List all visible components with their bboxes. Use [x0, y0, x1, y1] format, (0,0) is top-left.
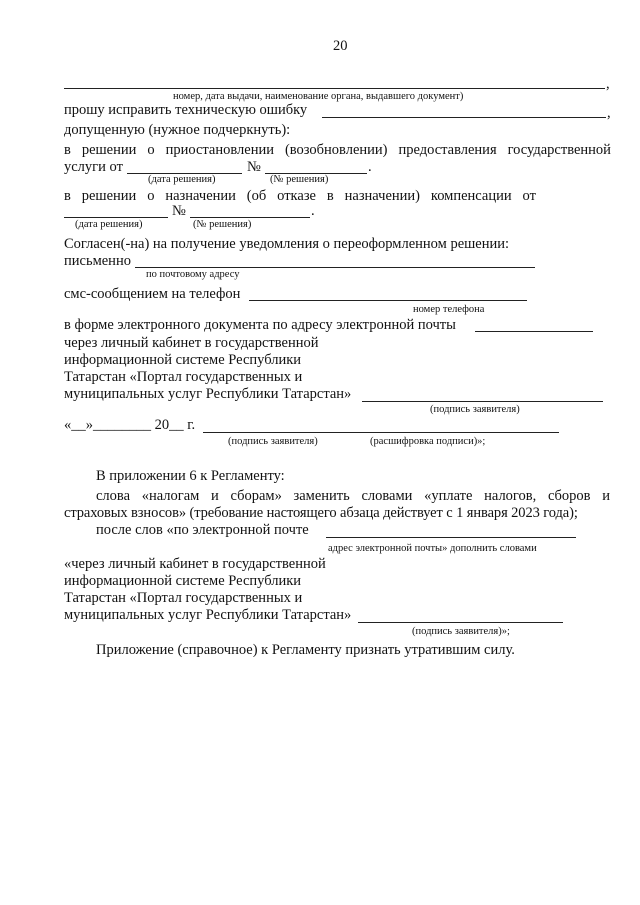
blank-line-email-2: [326, 537, 576, 538]
period-1: .: [368, 159, 372, 175]
caption-postal: по почтовому адресу: [146, 269, 240, 280]
blank-line-date-2: [64, 217, 168, 218]
page-number: 20: [333, 38, 348, 54]
date-quote-text: «__»________ 20__ г.: [64, 417, 196, 433]
number-sign-2: №: [172, 203, 186, 219]
cabinet-line-3: Татарстан «Портал государственных и: [64, 369, 303, 385]
number-sign-1: №: [247, 159, 261, 175]
caption-signature-1: (подпись заявителя): [430, 404, 520, 415]
quote-line-1: «через личный кабинет в государственной: [64, 556, 326, 572]
blank-line-error: [322, 117, 606, 118]
top-line-comma: ,: [606, 76, 610, 92]
blank-line-signature-2: [203, 432, 559, 433]
caption-email: адрес электронной почты» дополнить словами: [328, 543, 537, 554]
caption-decode: (расшифровка подписи)»;: [370, 436, 486, 447]
caption-date-2: (дата решения): [75, 219, 143, 230]
consent-text: Согласен(-на) на получение уведомления о переоформленном решении:: [64, 236, 510, 252]
sms-text: смс-сообщением на телефон: [64, 286, 241, 302]
caption-number-1: (№ решения): [270, 174, 329, 185]
period-2: .: [311, 203, 315, 219]
after-words-text: после слов «по электронной почте: [96, 522, 309, 538]
words-line-1: слова «налогам и сборам» заменить словами «уплате налогов, сборов и: [96, 488, 610, 504]
caption-document-info: номер, дата выдачи, наименование органа, выдавшего документ): [173, 91, 464, 102]
written-text: письменно: [64, 253, 131, 269]
error-line-comma: ,: [607, 105, 611, 121]
blank-line-number-2: [190, 217, 310, 218]
blank-line-top: [64, 88, 605, 89]
blank-line-signature-1: [362, 401, 603, 402]
cabinet-line-4: муниципальных услуг Республики Татарстан»: [64, 386, 352, 402]
caption-date-1: (дата решения): [148, 174, 216, 185]
suspension-line: в решении о приостановлении (возобновлении) предоставления государственной: [64, 142, 611, 158]
service-from-text: услуги от: [64, 159, 123, 175]
request-fix-text: прошу исправить техническую ошибку: [64, 102, 308, 118]
made-in-text: допущенную (нужное подчеркнуть):: [64, 122, 291, 138]
caption-signature-2: (подпись заявителя): [228, 436, 318, 447]
blank-line-signature-3: [358, 622, 563, 623]
caption-phone: номер телефона: [413, 304, 485, 315]
electronic-text: в форме электронного документа по адресу электронной почты: [64, 317, 456, 333]
cabinet-line-2: информационной системе Республики: [64, 352, 302, 368]
words-line-2: страховых взносов» (требование настоящего абзаца действует с 1 января 2023 года);: [64, 505, 578, 521]
cabinet-line-1: через личный кабинет в государственной: [64, 335, 319, 351]
assignment-line: в решении о назначении (об отказе в назначении) компенсации от: [64, 188, 536, 204]
quote-line-2: информационной системе Республики: [64, 573, 302, 589]
quote-line-4: муниципальных услуг Республики Татарстан»: [64, 607, 352, 623]
quote-line-3: Татарстан «Портал государственных и: [64, 590, 303, 606]
blank-line-email: [475, 331, 593, 332]
annex6-heading: В приложении 6 к Регламенту:: [96, 468, 285, 484]
blank-line-postal: [135, 267, 535, 268]
final-paragraph: Приложение (справочное) к Регламенту признать утратившим силу.: [96, 642, 515, 658]
caption-number-2: (№ решения): [193, 219, 252, 230]
caption-signature-3: (подпись заявителя)»;: [412, 626, 510, 637]
blank-line-phone: [249, 300, 527, 301]
